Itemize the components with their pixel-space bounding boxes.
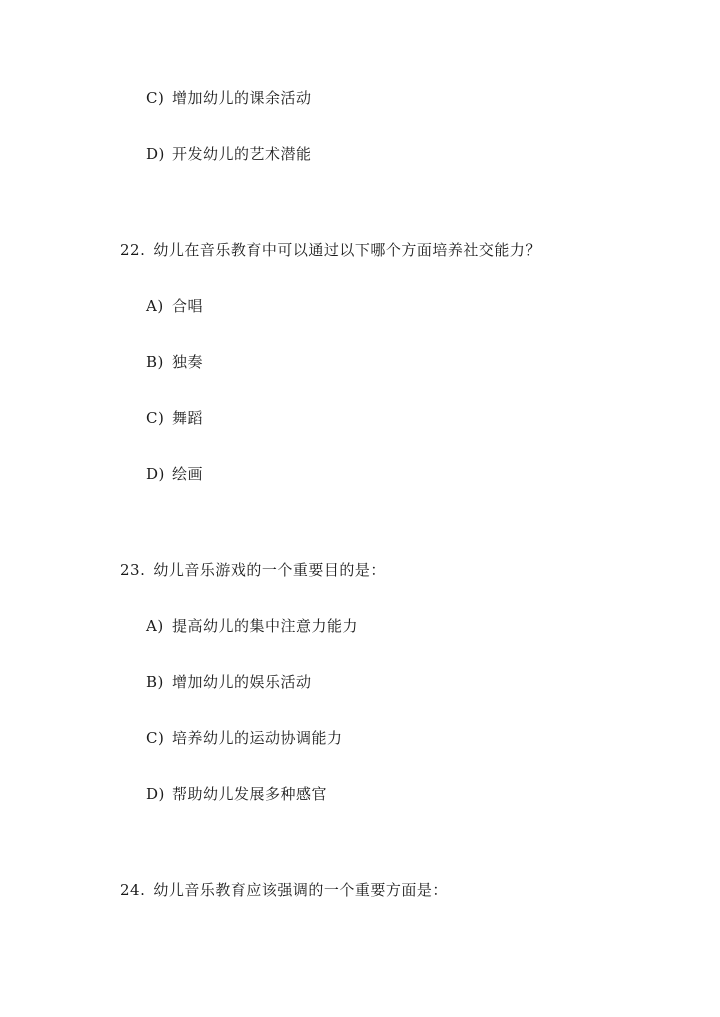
- option-text: 绘画: [172, 465, 204, 483]
- option-d-q23: [146, 784, 327, 804]
- question-24: [120, 880, 448, 900]
- option-c-q23: [146, 728, 343, 748]
- option-text: 独奏: [172, 353, 204, 371]
- option-letter: B): [146, 673, 164, 691]
- option-letter: A): [146, 617, 164, 635]
- option-text: 培养幼儿的运动协调能力: [172, 729, 343, 747]
- option-text: 舞蹈: [172, 409, 204, 427]
- question-number: 23.: [120, 561, 146, 579]
- option-c-q22: [146, 408, 203, 428]
- option-c-q21: [146, 88, 312, 108]
- option-letter: C): [146, 409, 165, 427]
- option-text: 增加幼儿的课余活动: [172, 89, 312, 107]
- option-b-q22: [146, 352, 203, 372]
- question-text: 幼儿音乐教育应该强调的一个重要方面是：: [153, 881, 448, 899]
- question-text: 幼儿音乐游戏的一个重要目的是：: [153, 561, 386, 579]
- option-letter: C): [146, 729, 165, 747]
- option-letter: D): [146, 145, 165, 163]
- option-a-q22: [146, 296, 203, 316]
- option-text: 开发幼儿的艺术潜能: [172, 145, 312, 163]
- option-text: 帮助幼儿发展多种感官: [172, 785, 328, 803]
- option-text: 增加幼儿的娱乐活动: [172, 673, 312, 691]
- option-letter: B): [146, 353, 164, 371]
- option-letter: A): [146, 297, 164, 315]
- question-22: [120, 240, 541, 260]
- question-number: 22.: [120, 241, 146, 259]
- option-text: 提高幼儿的集中注意力能力: [172, 617, 359, 635]
- question-23: [120, 560, 386, 580]
- option-letter: D): [146, 465, 165, 483]
- option-letter: C): [146, 89, 165, 107]
- question-text: 幼儿在音乐教育中可以通过以下哪个方面培养社交能力？: [153, 241, 541, 259]
- option-letter: D): [146, 785, 165, 803]
- option-text: 合唱: [172, 297, 204, 315]
- option-b-q23: [146, 672, 312, 692]
- option-d-q21: [146, 144, 312, 164]
- option-a-q23: [146, 616, 358, 636]
- option-d-q22: [146, 464, 203, 484]
- question-number: 24.: [120, 881, 146, 899]
